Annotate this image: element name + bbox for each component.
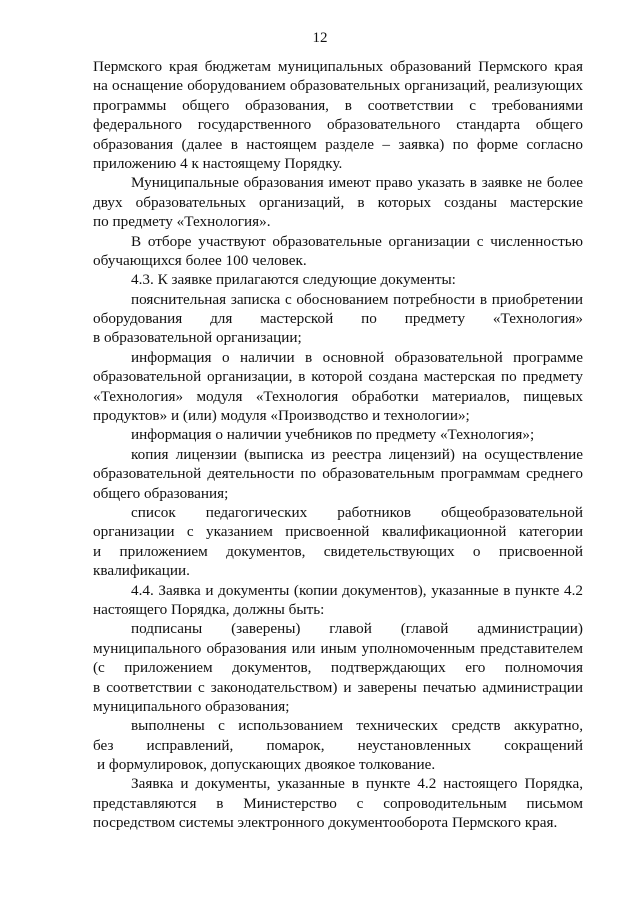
text-line: информация о наличии в основной образовательной программе <box>131 348 583 366</box>
text-line: 4.3. К заявке прилагаются следующие документы: <box>131 271 456 289</box>
text-line: представляются в Министерство с сопроводительным письмом <box>93 794 583 812</box>
page-number: 12 <box>312 30 328 46</box>
text-line: без исправлений, помарок, неустановленных сокращений <box>93 736 583 754</box>
text-line: Пермского края бюджетам муниципальных образований Пермского края <box>93 58 583 75</box>
text-line: организации с указанием присвоенной квалификационной категории <box>93 523 583 541</box>
text-line: и приложением документов, свидетельствующих о присвоенной <box>93 542 583 560</box>
text-line: посредством системы электронного документооборота Пермского края. <box>93 814 558 832</box>
text-line: копия лицензии (выписка из реестра лицензий) на осуществление <box>131 445 583 463</box>
text-line: федерального государственного образовательного стандарта общего <box>93 116 583 134</box>
text-line: муниципального образования; <box>93 697 290 715</box>
text-line: (с приложением документов, подтверждающих его полномочия <box>93 659 583 677</box>
text-line: продуктов» и (или) модуля «Производство и технологии»; <box>93 407 470 425</box>
text-line: по предмету «Технология». <box>93 213 271 231</box>
text-line: настоящего Порядка, должны быть: <box>93 600 325 618</box>
text-line: информация о наличии учебников по предмету «Технология»; <box>131 426 535 444</box>
text-line: В отборе участвуют образовательные организации с численностью <box>131 232 583 250</box>
text-line: в соответствии с законодательством) и заверены печатью администрации <box>93 678 583 696</box>
text-line: общего образования; <box>93 484 229 502</box>
text-line: образовательной организации, в которой создана мастерская по предмету <box>93 368 583 386</box>
text-line: приложению 4 к настоящему Порядку. <box>93 154 343 172</box>
text-line: «Технология» модуля «Технология обработки материалов, пищевых <box>93 387 583 405</box>
text-line: выполнены с использованием технических средств аккуратно, <box>131 717 583 735</box>
text-line: муниципального образования или иным уполномоченным представителем <box>93 639 583 657</box>
text-line: Заявка и документы, указанные в пункте 4.2 настоящего Порядка, <box>131 775 583 793</box>
text-line: подписаны (заверены) главой (главой администрации) <box>131 620 583 638</box>
text-line: квалификации. <box>93 562 190 580</box>
text-line: двух образовательных организаций, в которых созданы мастерские <box>93 193 583 211</box>
text-line: программы общего образования, в соответствии с требованиями <box>93 96 583 114</box>
text-line: образования (далее в настоящем разделе – заявка) по форме согласно <box>93 135 583 153</box>
text-line: образовательной деятельности по образовательным программам среднего <box>93 465 583 483</box>
document-body <box>93 57 583 833</box>
text-line: пояснительная записка с обоснованием потребности в приобретении <box>131 290 583 308</box>
text-line: Муниципальные образования имеют право указать в заявке не более <box>131 174 583 192</box>
text-line: 4.4. Заявка и документы (копии документов), указанные в пункте 4.2 <box>131 581 583 599</box>
text-line: и формулировок, допускающих двоякое толкование. <box>97 756 436 774</box>
text-line: в образовательной организации; <box>93 329 302 347</box>
text-line: оборудования для мастерской по предмету «Технология» <box>93 310 583 328</box>
text-line: обучающихся более 100 человек. <box>93 251 307 269</box>
text-line: на оснащение оборудованием образовательных организаций, реализующих <box>93 77 583 95</box>
text-line: список педагогических работников общеобразовательной <box>131 503 583 521</box>
